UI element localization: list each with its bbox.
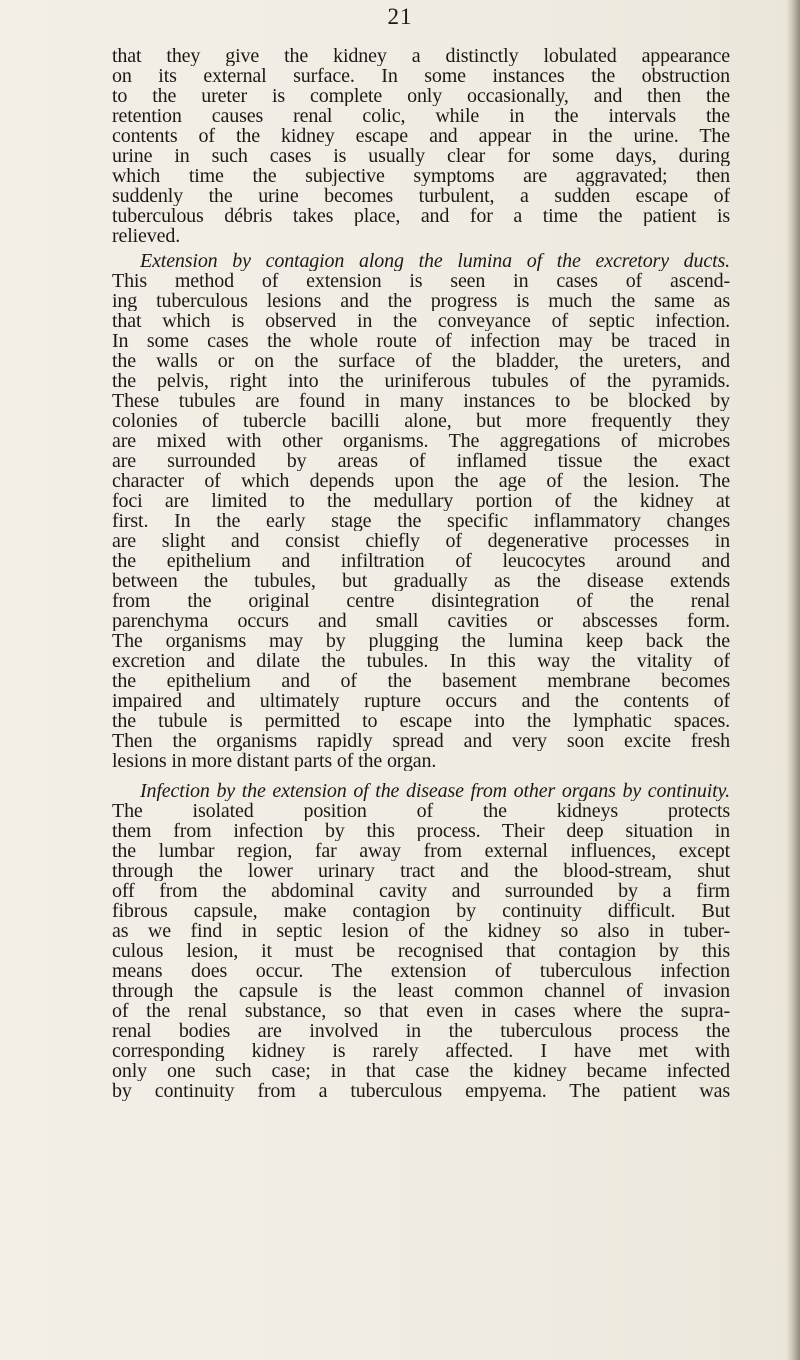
text-line: that which is observed in the conveyance of septic infection. <box>112 311 730 331</box>
text-line: that they give the kidney a distinctly lobulated appearance <box>112 46 730 66</box>
text-line: tuberculous débris takes place, and for a time the patient is <box>112 206 730 226</box>
text-line: off from the abdominal cavity and surrounded by a firm <box>112 881 730 901</box>
text-line: to the ureter is complete only occasionally, and then the <box>112 86 730 106</box>
text-line: The isolated position of the kidneys protects <box>112 801 730 821</box>
text-line: suddenly the urine becomes turbulent, a sudden escape of <box>112 186 730 206</box>
text-line: fibrous capsule, make contagion by continuity difficult. But <box>112 901 730 921</box>
text-line: corresponding kidney is rarely affected. I have met with <box>112 1041 730 1061</box>
text-line: from the original centre disintegration of the renal <box>112 591 730 611</box>
text-line: the tubule is permitted to escape into the lymphatic spaces. <box>112 711 730 731</box>
page-edge-shadow <box>786 0 800 1360</box>
text-line: the lumbar region, far away from external influences, except <box>112 841 730 861</box>
paragraph-obstruction <box>112 46 730 246</box>
text-line: are slight and consist chiefly of degenerative processes in <box>112 531 730 551</box>
text-line: by continuity from a tuberculous empyema. The patient was <box>112 1081 730 1101</box>
text-line: the epithelium and infiltration of leucocytes around and <box>112 551 730 571</box>
text-line: ing tuberculous lesions and the progress is much the same as <box>112 291 730 311</box>
text-line: between the tubules, but gradually as the disease extends <box>112 571 730 591</box>
text-line: foci are limited to the medullary portion of the kidney at <box>112 491 730 511</box>
text-line: the walls or on the surface of the bladder, the ureters, and <box>112 351 730 371</box>
paragraph-extension-by-contagion <box>112 251 730 771</box>
text-line: relieved. <box>112 226 181 246</box>
text-line: contents of the kidney escape and appear in the urine. The <box>112 126 730 146</box>
paragraph-body <box>112 251 730 771</box>
text-line: Then the organisms rapidly spread and very soon excite fresh <box>112 731 730 751</box>
text-line: are surrounded by areas of inflamed tissue the exact <box>112 451 730 471</box>
text-line: of the renal substance, so that even in cases where the supra- <box>112 1001 730 1021</box>
page-number: 21 <box>387 4 413 29</box>
paragraph-body <box>112 46 730 246</box>
text-line: through the lower urinary tract and the blood-stream, shut <box>112 861 730 881</box>
text-line: them from infection by this process. Their deep situation in <box>112 821 730 841</box>
paragraph-heading: Extension by contagion along the lumina of the excretory ducts. <box>140 251 730 271</box>
text-line: through the capsule is the least common channel of invasion <box>112 981 730 1001</box>
text-line: on its external surface. In some instances the obstruction <box>112 66 730 86</box>
text-line: the epithelium and of the basement membrane becomes <box>112 671 730 691</box>
text-line: renal bodies are involved in the tuberculous process the <box>112 1021 730 1041</box>
text-line: only one such case; in that case the kidney became infected <box>112 1061 730 1081</box>
text-line: are mixed with other organisms. The aggregations of microbes <box>112 431 730 451</box>
text-line: retention causes renal colic, while in the intervals the <box>112 106 730 126</box>
text-line: which time the subjective symptoms are aggravated; then <box>112 166 730 186</box>
text-line: impaired and ultimately rupture occurs and the contents of <box>112 691 730 711</box>
text-line: culous lesion, it must be recognised that contagion by this <box>112 941 730 961</box>
paragraph-heading: Infection by the extension of the disease from other organs by continuity. <box>140 781 730 801</box>
text-line: first. In the early stage the specific inflammatory changes <box>112 511 730 531</box>
text-line: means does occur. The extension of tuberculous infection <box>112 961 730 981</box>
paragraph-infection-by-extension <box>112 781 730 1101</box>
text-line: the pelvis, right into the uriniferous tubules of the pyramids. <box>112 371 730 391</box>
text-line: excretion and dilate the tubules. In this way the vitality of <box>112 651 730 671</box>
text-line: These tubules are found in many instances to be blocked by <box>112 391 730 411</box>
text-line: In some cases the whole route of infection may be traced in <box>112 331 730 351</box>
text-line: The organisms may by plugging the lumina keep back the <box>112 631 730 651</box>
text-line: urine in such cases is usually clear for some days, during <box>112 146 730 166</box>
text-line: colonies of tubercle bacilli alone, but more frequently they <box>112 411 730 431</box>
text-line: lesions in more distant parts of the organ. <box>112 751 437 771</box>
text-line: parenchyma occurs and small cavities or abscesses form. <box>112 611 730 631</box>
text-line: character of which depends upon the age of the lesion. The <box>112 471 730 491</box>
text-line: This method of extension is seen in cases of ascend- <box>112 271 730 291</box>
paragraph-body <box>112 781 730 1101</box>
text-line: as we find in septic lesion of the kidney so also in tuber- <box>112 921 730 941</box>
